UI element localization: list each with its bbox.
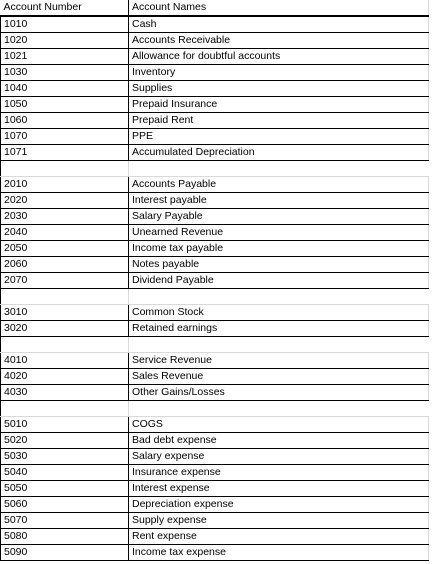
account-number-cell: 5060	[1, 497, 129, 513]
account-number-cell: 5080	[1, 529, 129, 545]
account-row	[1, 433, 429, 449]
account-name-cell: PPE	[129, 129, 429, 145]
account-name-cell: Supplies	[129, 81, 429, 97]
spacer-cell	[1, 401, 129, 417]
header-row	[1, 0, 429, 16]
account-name-cell: COGS	[129, 417, 429, 433]
spacer-cell	[129, 161, 429, 177]
account-name-cell: Allowance for doubtful accounts	[129, 49, 429, 65]
account-row	[1, 497, 429, 513]
account-name-cell: Salary expense	[129, 449, 429, 465]
account-row	[1, 449, 429, 465]
account-name-cell: Income tax expense	[129, 545, 429, 561]
account-name-cell: Common Stock	[129, 305, 429, 321]
account-name-cell: Income tax payable	[129, 241, 429, 257]
account-row	[1, 529, 429, 545]
account-name-cell: Inventory	[129, 65, 429, 81]
account-row	[1, 257, 429, 273]
account-number-cell: 1030	[1, 65, 129, 81]
account-name-cell: Insurance expense	[129, 465, 429, 481]
account-row	[1, 545, 429, 561]
account-name-cell: Prepaid Insurance	[129, 97, 429, 113]
account-row	[1, 225, 429, 241]
spacer-cell	[129, 401, 429, 417]
account-row	[1, 417, 429, 433]
account-row	[1, 177, 429, 193]
account-row	[1, 273, 429, 289]
account-row	[1, 81, 429, 97]
account-row	[1, 97, 429, 113]
account-row	[1, 193, 429, 209]
account-number-header: Account Number	[1, 0, 129, 16]
spacer-cell	[1, 161, 129, 177]
account-name-cell: Notes payable	[129, 257, 429, 273]
account-name-cell: Accounts Payable	[129, 177, 429, 193]
account-name-header: Account Names	[129, 0, 429, 16]
account-number-cell: 4010	[1, 353, 129, 369]
account-name-cell: Accounts Receivable	[129, 33, 429, 49]
account-number-cell: 2040	[1, 225, 129, 241]
account-number-cell: 4020	[1, 369, 129, 385]
account-number-cell: 5070	[1, 513, 129, 529]
accounts-body	[1, 16, 429, 561]
account-number-cell: 1010	[1, 16, 129, 33]
account-row	[1, 209, 429, 225]
spacer-cell	[1, 289, 129, 305]
account-row	[1, 49, 429, 65]
account-name-cell: Rent expense	[129, 529, 429, 545]
account-row	[1, 16, 429, 33]
account-number-cell: 2070	[1, 273, 129, 289]
account-name-cell: Unearned Revenue	[129, 225, 429, 241]
account-row	[1, 481, 429, 497]
account-row	[1, 513, 429, 529]
account-number-cell: 5040	[1, 465, 129, 481]
account-name-cell: Prepaid Rent	[129, 113, 429, 129]
account-number-cell: 5050	[1, 481, 129, 497]
account-row	[1, 305, 429, 321]
account-number-cell: 1021	[1, 49, 129, 65]
account-row	[1, 113, 429, 129]
account-row	[1, 65, 429, 81]
account-number-cell: 3010	[1, 305, 129, 321]
account-row	[1, 321, 429, 337]
account-number-cell: 5090	[1, 545, 129, 561]
account-name-cell: Salary Payable	[129, 209, 429, 225]
account-name-cell: Other Gains/Losses	[129, 385, 429, 401]
account-number-cell: 1060	[1, 113, 129, 129]
group-spacer-row	[1, 337, 429, 353]
account-name-cell: Supply expense	[129, 513, 429, 529]
account-number-cell: 1050	[1, 97, 129, 113]
account-name-cell: Retained earnings	[129, 321, 429, 337]
account-number-cell: 2010	[1, 177, 129, 193]
account-number-cell: 2020	[1, 193, 129, 209]
account-number-cell: 3020	[1, 321, 129, 337]
account-number-cell: 4030	[1, 385, 129, 401]
account-name-cell: Bad debt expense	[129, 433, 429, 449]
account-name-cell: Interest payable	[129, 193, 429, 209]
spacer-cell	[1, 337, 129, 353]
account-row	[1, 33, 429, 49]
account-row	[1, 465, 429, 481]
account-number-cell: 5010	[1, 417, 129, 433]
account-row	[1, 241, 429, 257]
account-number-cell: 5030	[1, 449, 129, 465]
group-spacer-row	[1, 289, 429, 305]
group-spacer-row	[1, 161, 429, 177]
account-number-cell: 5020	[1, 433, 129, 449]
account-name-cell: Dividend Payable	[129, 273, 429, 289]
account-number-cell: 2050	[1, 241, 129, 257]
account-row	[1, 385, 429, 401]
account-row	[1, 353, 429, 369]
account-number-cell: 2030	[1, 209, 129, 225]
account-name-cell: Depreciation expense	[129, 497, 429, 513]
account-row	[1, 129, 429, 145]
account-name-cell: Interest expense	[129, 481, 429, 497]
account-name-cell: Sales Revenue	[129, 369, 429, 385]
spacer-cell	[129, 337, 429, 353]
account-row	[1, 369, 429, 385]
account-number-cell: 1020	[1, 33, 129, 49]
account-number-cell: 1071	[1, 145, 129, 161]
account-number-cell: 2060	[1, 257, 129, 273]
account-name-cell: Accumulated Depreciation	[129, 145, 429, 161]
spacer-cell	[129, 289, 429, 305]
account-name-cell: Service Revenue	[129, 353, 429, 369]
group-spacer-row	[1, 401, 429, 417]
account-number-cell: 1040	[1, 81, 129, 97]
account-name-cell: Cash	[129, 16, 429, 33]
account-number-cell: 1070	[1, 129, 129, 145]
account-row	[1, 145, 429, 161]
